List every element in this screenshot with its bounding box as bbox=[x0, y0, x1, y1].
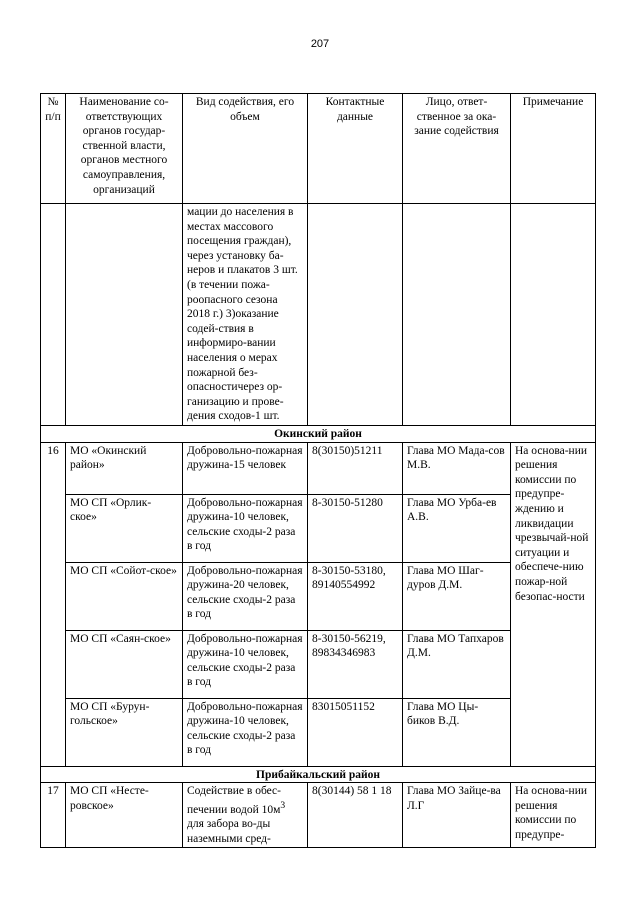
responsible-person: Глава МО Шаг-дуров Д.М. bbox=[403, 562, 511, 630]
org-name: МО СП «Сойот-ское» bbox=[66, 562, 183, 630]
org-name: МО СП «Саян-ское» bbox=[66, 630, 183, 698]
assistance-type: Добровольно-пожарная дружина-15 человек bbox=[183, 442, 308, 494]
col-header-note: Примечание bbox=[511, 94, 596, 204]
contact-data: 8-30150-56219, 89834346983 bbox=[308, 630, 403, 698]
section-header bbox=[41, 426, 596, 443]
assistance-type: Содействие в обес-печении водой $10м^3$ для забора во-ды наземными сред- bbox=[183, 783, 308, 848]
section-header bbox=[41, 766, 596, 783]
col-header-person: Лицо, ответ-ственное за ока-зание содействия bbox=[403, 94, 511, 204]
assistance-type: Добровольно-пожарная дружина-10 человек, сельские сходы-2 раза в год bbox=[183, 698, 308, 766]
table-row bbox=[41, 442, 596, 494]
section-title: Прибайкальский район bbox=[41, 766, 596, 783]
continuation-type: мации до населения в местах массового посещения граждан), через установку ба-неров и плакатов 3 шт.(в течении пожа-роопасного сезона 2018 г.) 3)оказание содей-ствия в информиро-вании населения о мерах пожарной без-опасностичерез ор-ганизацию и прове-дения сходов-1 шт. bbox=[183, 204, 308, 426]
col-header-name: Наименование со-ответствующих органов государ-ственной власти, органов местного самоуправления, организаций bbox=[66, 94, 183, 204]
contact-data: 8-30150-53180, 89140554992 bbox=[308, 562, 403, 630]
org-name: МО «Окинский район» bbox=[66, 442, 183, 494]
responsible-person: Глава МО Мада-сов М.В. bbox=[403, 442, 511, 494]
org-name: МО СП «Бурун-гольское» bbox=[66, 698, 183, 766]
contact-data: 8(30150)51211 bbox=[308, 442, 403, 494]
table-header-row bbox=[41, 94, 596, 204]
col-header-type: Вид содействия, его объем bbox=[183, 94, 308, 204]
org-name: МО СП «Орлик-ское» bbox=[66, 494, 183, 562]
responsible-person: Глава МО Урба-ев А.В. bbox=[403, 494, 511, 562]
assistance-type: Добровольно-пожарная дружина-20 человек, сельские сходы-2 раза в год bbox=[183, 562, 308, 630]
responsible-person: Глава МО Цы-биков В.Д. bbox=[403, 698, 511, 766]
contact-data: 8(30144) 58 1 18 bbox=[308, 783, 403, 848]
table-row bbox=[41, 783, 596, 848]
note: На основа-нии решения комиссии по предупре-ждению и ликвидации чрезвычай-ной ситуации и обеспече-нию пожар-ной безопас-ности bbox=[511, 442, 596, 766]
responsible-person: Глава МО Тапхаров Д.М. bbox=[403, 630, 511, 698]
responsible-person: Глава МО Зайце-ва Л.Г bbox=[403, 783, 511, 848]
row-number: 17 bbox=[41, 783, 66, 848]
assistance-type: Добровольно-пожарная дружина-10 человек, сельские сходы-2 раза в год bbox=[183, 494, 308, 562]
col-header-contacts: Контактные данные bbox=[308, 94, 403, 204]
contact-data: 83015051152 bbox=[308, 698, 403, 766]
row-number: 16 bbox=[41, 442, 66, 766]
contact-data: 8-30150-51280 bbox=[308, 494, 403, 562]
assistance-type: Добровольно-пожарная дружина-10 человек, сельские сходы-2 раза в год bbox=[183, 630, 308, 698]
col-header-num: № п/п bbox=[41, 94, 66, 204]
note: На основа-нии решения комиссии по предупре- bbox=[511, 783, 596, 848]
continuation-row bbox=[41, 204, 596, 426]
section-title: Окинский район bbox=[41, 426, 596, 443]
assistance-table bbox=[40, 93, 596, 848]
org-name: МО СП «Несте-ровское» bbox=[66, 783, 183, 848]
page-number: 207 bbox=[310, 38, 330, 50]
